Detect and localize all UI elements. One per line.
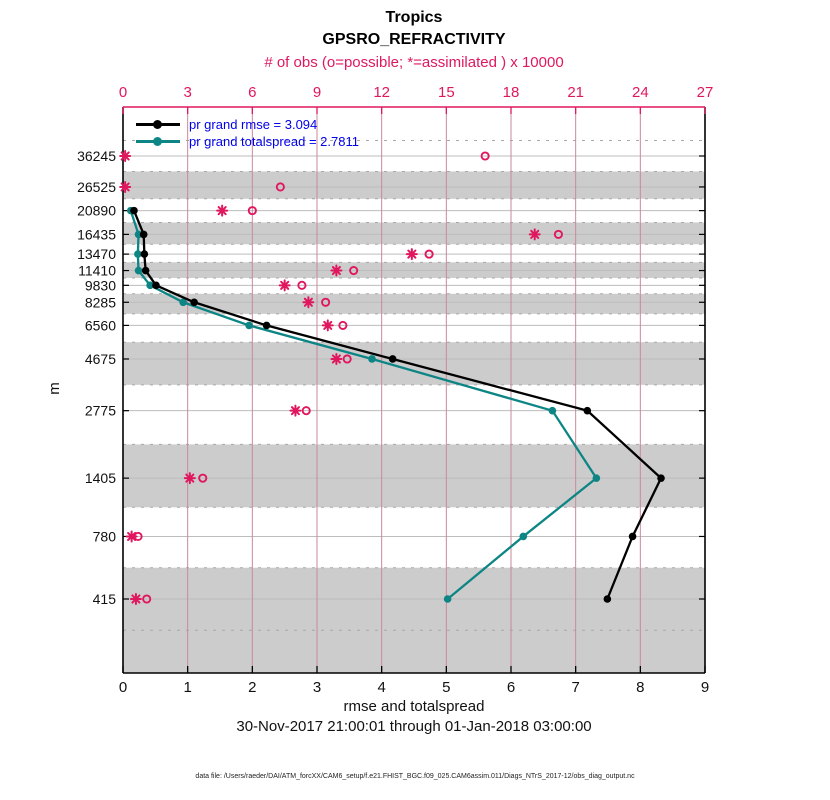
svg-text:2: 2 — [248, 679, 257, 696]
svg-text:6: 6 — [248, 84, 257, 101]
y-axis-label: m — [45, 382, 63, 395]
bottom-axis-label: rmse and totalspread — [343, 698, 485, 715]
svg-text:3: 3 — [312, 679, 322, 696]
rmse-line-swatch — [136, 123, 180, 126]
svg-text:36245: 36245 — [77, 148, 116, 164]
svg-text:415: 415 — [92, 591, 116, 607]
svg-text:9: 9 — [700, 679, 710, 696]
svg-text:6: 6 — [506, 679, 516, 696]
svg-text:3: 3 — [183, 84, 192, 101]
svg-text:18: 18 — [502, 84, 520, 101]
svg-text:7: 7 — [571, 679, 580, 696]
svg-text:13470: 13470 — [77, 246, 116, 263]
svg-text:8285: 8285 — [84, 294, 116, 311]
legend-label-totalspread: pr grand totalspread = 2.7811 — [189, 134, 359, 149]
svg-text:780: 780 — [92, 528, 116, 545]
svg-text:24: 24 — [631, 84, 649, 101]
svg-text:20890: 20890 — [77, 202, 116, 219]
chart-subtitle: GPSRO_REFRACTIVITY — [322, 31, 506, 48]
svg-text:26525: 26525 — [77, 178, 116, 195]
gray-level-bands — [123, 171, 705, 673]
svg-text:8: 8 — [636, 679, 645, 696]
svg-text:12: 12 — [373, 84, 391, 101]
svg-text:16435: 16435 — [77, 226, 116, 243]
top-axis-label: # of obs (o=possible; *=assimilated ) x 10000 — [264, 54, 564, 71]
svg-text:6560: 6560 — [84, 317, 116, 334]
data-file-path: data file: /Users/raeder/DAI/ATM_forcXX/CAM6_setup/f.e21.FHIST_BGC.f09_025.CAM6assim.011/Diags_NTrS_2017-12/obs_diag_output.nc — [195, 773, 635, 780]
svg-text:0: 0 — [118, 679, 128, 696]
svg-text:21: 21 — [567, 84, 585, 101]
legend-item-rmse — [136, 116, 359, 133]
svg-text:5: 5 — [442, 679, 451, 696]
chart-title: Tropics — [385, 9, 443, 26]
svg-text:9830: 9830 — [84, 277, 116, 294]
svg-text:2775: 2775 — [84, 402, 116, 419]
legend — [136, 116, 359, 150]
svg-text:27: 27 — [696, 84, 714, 101]
legend-item-totalspread — [136, 133, 359, 150]
minor-grid-dashed — [123, 141, 705, 631]
svg-text:9: 9 — [312, 84, 322, 101]
svg-text:15: 15 — [437, 84, 455, 101]
svg-text:4675: 4675 — [84, 350, 116, 367]
svg-text:1405: 1405 — [84, 470, 116, 487]
svg-text:11410: 11410 — [78, 262, 116, 279]
totalspread-line-swatch — [136, 140, 180, 143]
svg-text:4: 4 — [377, 679, 386, 696]
date-range-text: 30-Nov-2017 21:00:01 through 01-Jan-2018 03:00:00 — [236, 718, 592, 735]
svg-text:1: 1 — [183, 679, 192, 696]
svg-text:0: 0 — [118, 84, 128, 101]
legend-label-rmse: pr grand rmse = 3.094 — [189, 117, 318, 132]
